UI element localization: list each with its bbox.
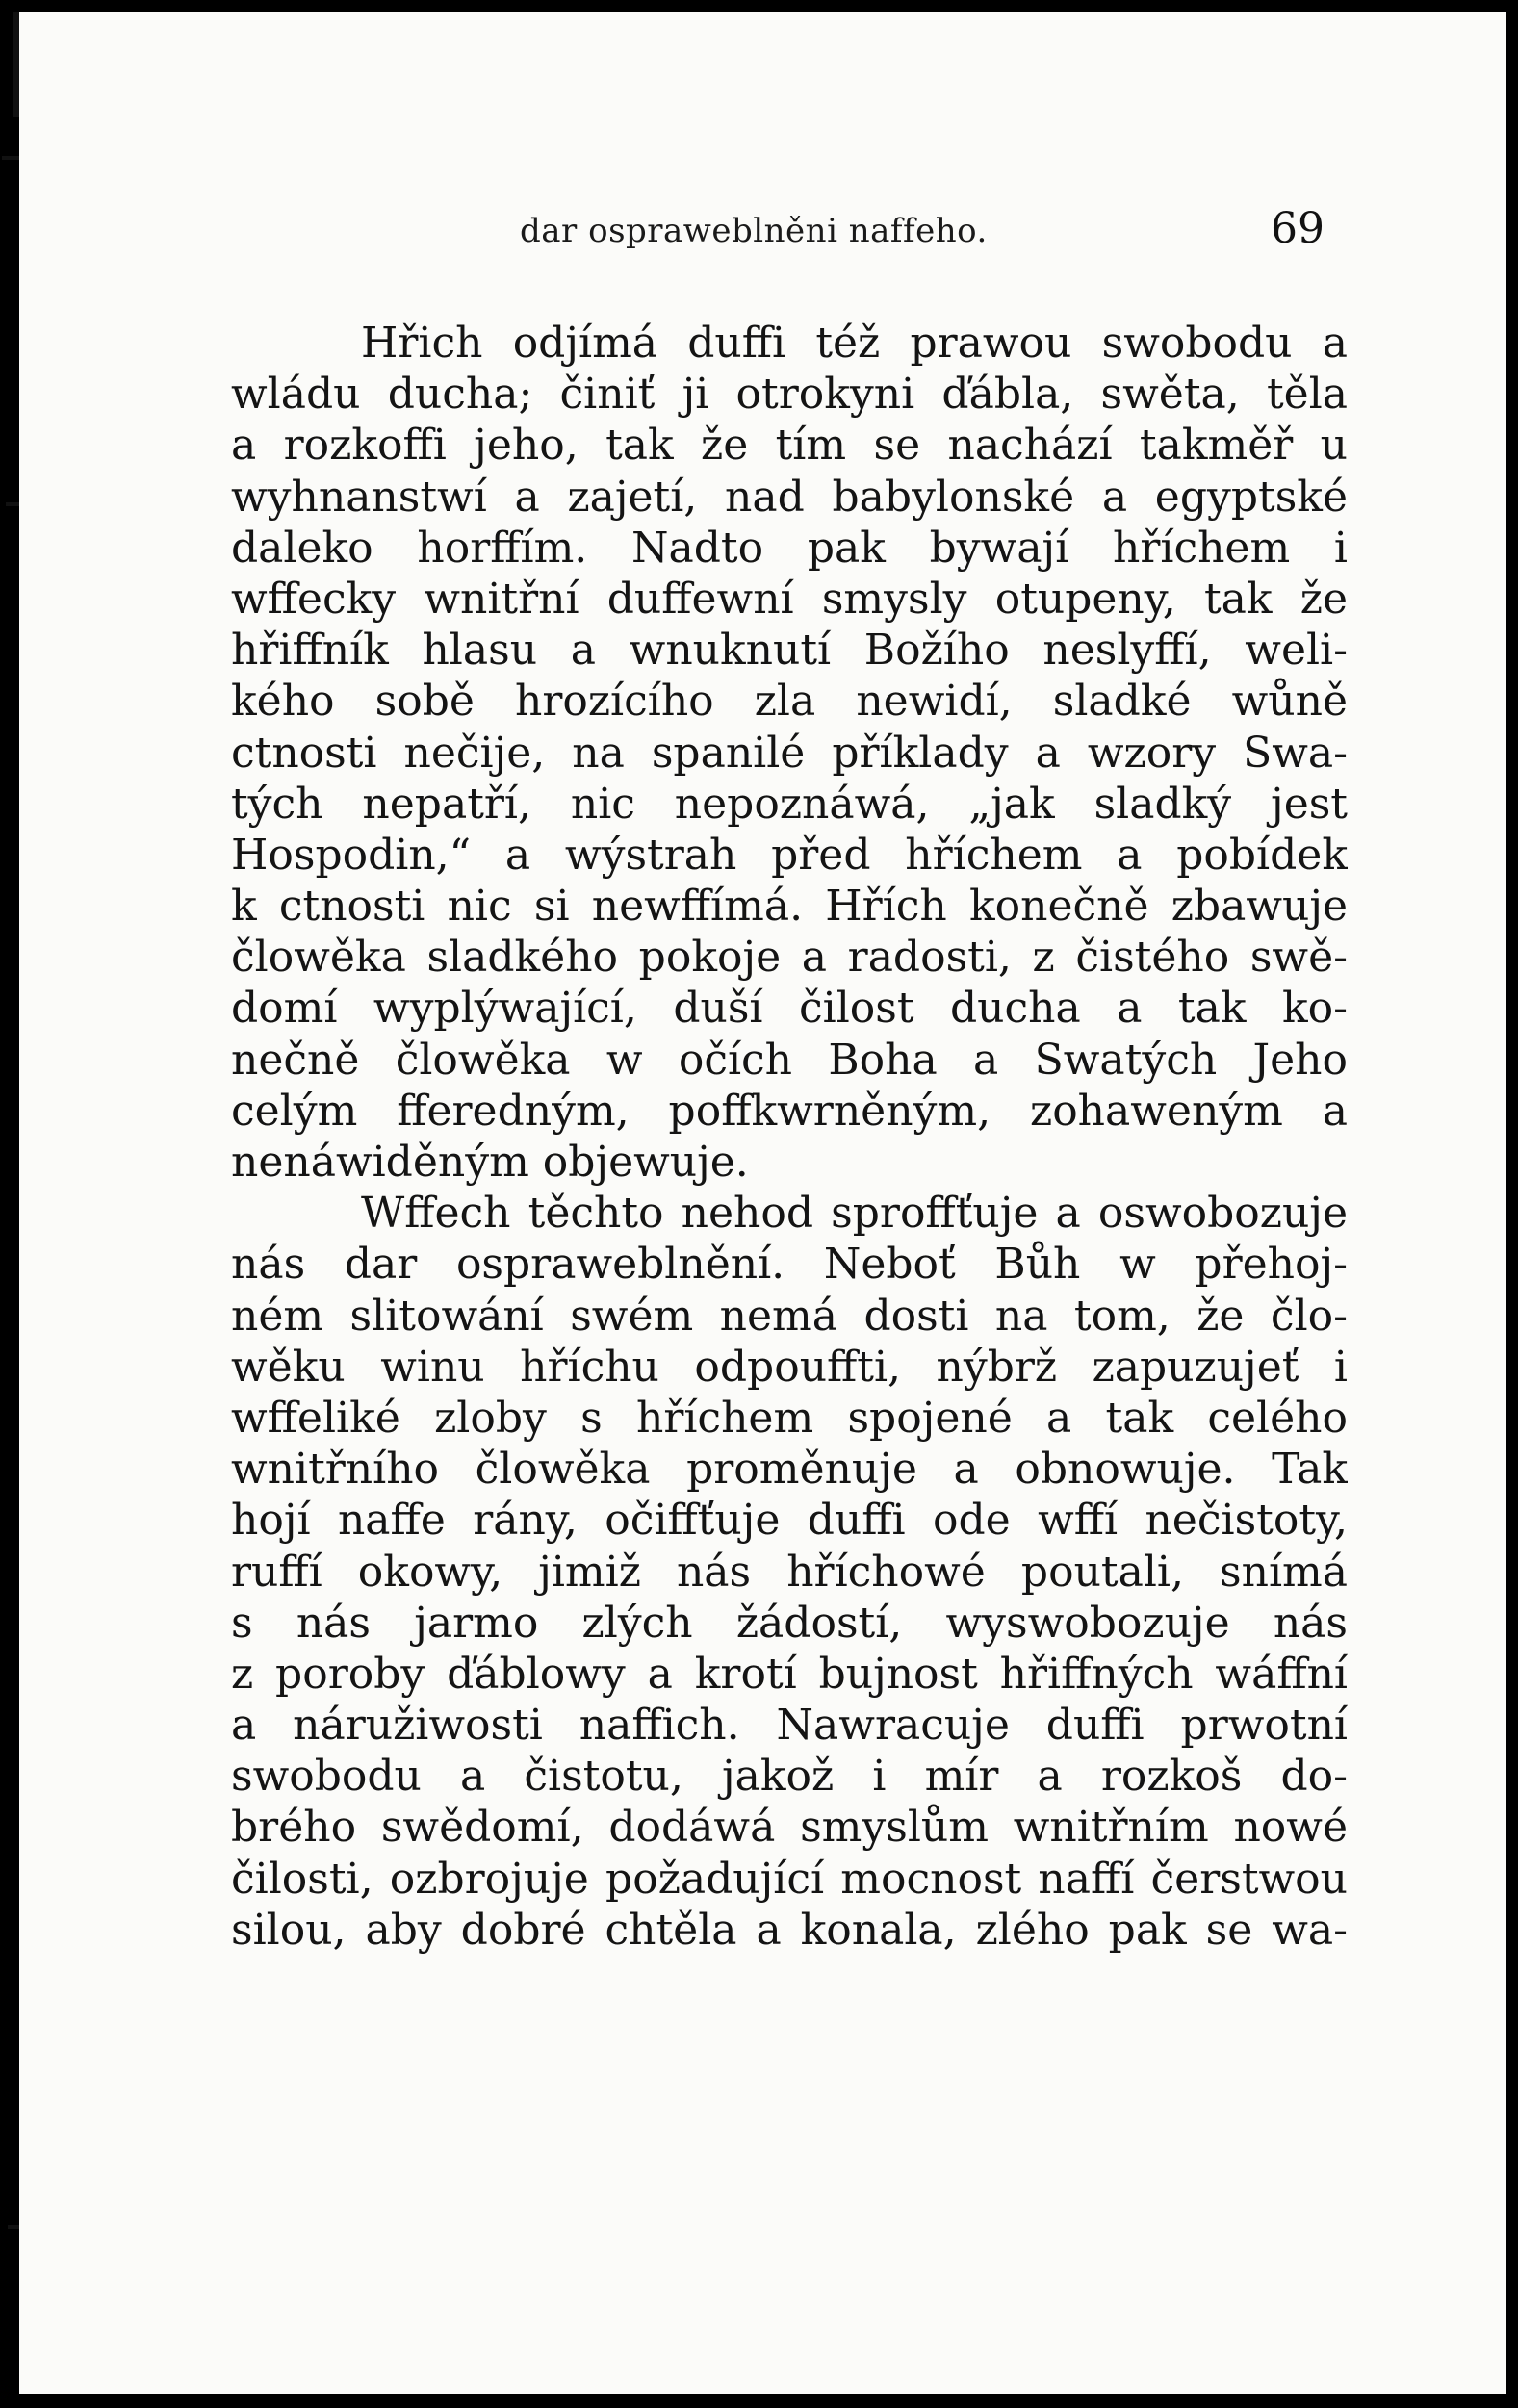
text-line: člowěka sladkého pokoje a radosti, z čistého swě- (231, 933, 1348, 983)
text-line: wládu ducha; činiť ji otrokyni ďábla, swěta, těla (231, 370, 1348, 420)
text-line: wffeliké zloby s hříchem spojené a tak celého (231, 1393, 1348, 1443)
left-edge-rule (13, 12, 19, 117)
text-line: z poroby ďáblowy a krotí bujnost hřiffných wáffní (231, 1649, 1348, 1699)
text-line: Wffech těchto nehod sproffťuje a oswobozuje (361, 1189, 1348, 1239)
text-line: hřiffník hlasu a wnuknutí Božího neslyffí, weli- (231, 626, 1348, 676)
text-line: domí wyplýwající, duší čilost ducha a tak ko- (231, 984, 1348, 1034)
text-line: k ctnosti nic si newffímá. Hřích konečně zbawuje (231, 882, 1348, 932)
text-line: a rozkoffi jeho, tak že tím se nachází takměř u (231, 421, 1348, 471)
text-line: čilosti, ozbrojuje požadující mocnost naffí čerstwou (231, 1854, 1348, 1904)
text-line: s nás jarmo zlých žádostí, wyswobozuje nás (231, 1598, 1348, 1648)
text-line: wnitřního člowěka proměnuje a obnowuje. Tak (231, 1445, 1348, 1495)
paragraph (231, 318, 1348, 1188)
book-page (19, 12, 1506, 2394)
text-line: Hřich odjímá duffi též prawou swobodu a (361, 319, 1348, 368)
text-line: hojí naffe rány, očiffťuje duffi ode wffí nečistoty, (231, 1496, 1348, 1546)
text-line: ctnosti nečije, na spanilé příklady a wzory Swa- (231, 728, 1348, 778)
text-line: wffecky wnitřní duffewní smysly otupeny, tak že (231, 574, 1348, 624)
text-line: kého sobě hrozícího zla newidí, sladké wůně (231, 677, 1348, 727)
text-line: silou, aby dobré chtěla a konala, zlého pak se wa- (231, 1905, 1348, 1955)
text-line: Hospodin,“ a wýstrah před hříchem a pobídek (231, 830, 1348, 880)
left-edge-tick (2, 156, 19, 160)
running-title: dar ospraweblněni naffeho. (520, 212, 988, 250)
text-line: celým fferedným, poffkwrněným, zohawеným a (231, 1086, 1348, 1136)
text-line: nenáwiděným objewuje. (231, 1138, 749, 1187)
text-line: ruffí okowy, jimiž nás hříchowé poutali, snímá (231, 1547, 1348, 1597)
body-text (231, 318, 1348, 1956)
text-line: tých nepatří, nic nepoznáwá, „jak sladký jest (231, 779, 1348, 829)
text-line: nás dar ospraweblnění. Neboť Bůh w přehoj- (231, 1240, 1348, 1290)
text-line: swobodu a čistotu, jakož i mír a rozkoš do- (231, 1752, 1348, 1802)
text-line: ném slitowání swém nemá dosti na tom, že člo- (231, 1291, 1348, 1341)
text-line: a náružiwosti naffich. Nawracuje duffi prwotní (231, 1701, 1348, 1751)
text-line: nečně člowěka w očích Boha a Swatých Jeho (231, 1035, 1348, 1085)
paragraph (231, 1188, 1348, 1956)
text-line: daleko horffím. Nadto pak bywají hříchem i (231, 523, 1348, 573)
page-header (19, 204, 1506, 262)
left-edge-tick (6, 502, 19, 506)
text-line: wyhnanstwí a zajetí, nad babylonské a egyptské (231, 472, 1348, 522)
page-number: 69 (1271, 204, 1325, 253)
left-edge-tick (8, 2225, 19, 2229)
text-line: wěku winu hříchu odpouffti, nýbrž zapuzujeť i (231, 1342, 1348, 1392)
text-line: brého swědomí, dodáwá smyslům wnitřním nowé (231, 1803, 1348, 1853)
